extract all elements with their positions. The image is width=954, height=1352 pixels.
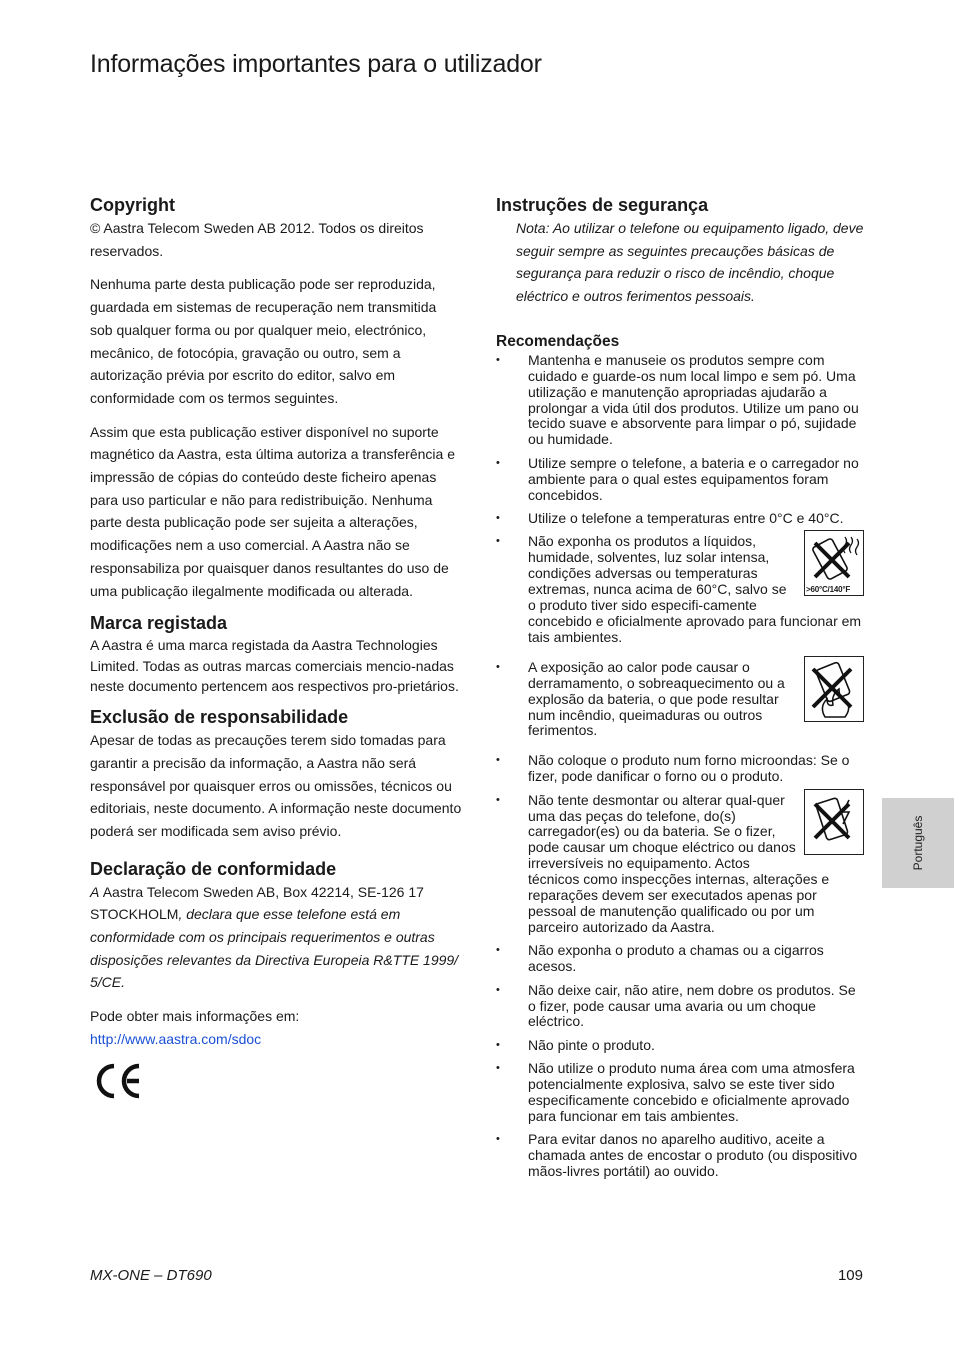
recommendations-list: [496, 353, 864, 1180]
temperature-limit-label: >60°C/140°F: [806, 585, 851, 595]
list-item-text: Não tente desmontar ou alterar qual-quer uma das peças do telefone, do(s) carregador(es) ou da bateria. Se o fizer, pode causar um choque eléctrico ou danos irreversíveis no equipamento. Actos técnicos como inspecções internas, alterações e reparações devem ser executados apenas por pessoal de manutenção qualificado ou por um parceiro autorizado da Aastra.: [528, 791, 830, 935]
list-item: • Não utilize o produto numa área com uma atmosfera potencialmente explosiva, salvo se este tiver sido especificamente concebido e oficialmente aprovado para funcionar em tais ambientes.: [496, 1061, 864, 1125]
conformity-statement: , declara que esse telefone está em conformidade com os principais requerimentos e outras disposições relevantes da Directiva Europeia R&TTE 1999/ 5/CE.: [90, 906, 459, 991]
copyright-paragraph-2: Nenhuma parte desta publicação pode ser reproduzida, guardada em sistemas de recuperação nem transmitida sob qualquer forma ou por qualquer meio, electrónico, mecânico, de fotocópia, gravação ou outro, sem a autorização prévia por escrito do editor, salvo em conformidade com os termos seguintes.: [90, 276, 437, 406]
disclaimer-section: [90, 706, 462, 843]
list-item: • Não deixe cair, não atire, nem dobre os produtos. Se o fizer, pode causar uma avaria ou um choque eléctrico.: [496, 983, 864, 1031]
footer-page-number: 109: [837, 1267, 863, 1284]
left-column: [90, 194, 462, 1104]
trademark-paragraph: A Aastra é uma marca registada da Aastra Technologies Limited. Todas as outras marcas comerciais mencio-nadas neste documento pertencem aos respectivos pro-prietários.: [90, 637, 459, 694]
copyright-heading: Copyright: [90, 195, 175, 215]
safety-note: Nota: Ao utilizar o telefone ou equipamento ligado, deve seguir sempre as seguintes precauções básicas de segurança para reduzir o risco de incêndio, choque eléctrico e outros ferimentos pessoais.: [516, 220, 864, 305]
conformity-declaration: [90, 881, 462, 995]
footer-product: MX-ONE – DT690: [90, 1267, 212, 1284]
recommendations-heading: Recomendações: [496, 332, 620, 350]
list-item: • Para evitar danos no aparelho auditivo, aceite a chamada antes de encostar o produto (ou dispositivo mãos-livres portátil) ao ouvido.: [496, 1132, 864, 1180]
conformity-prefix: A: [90, 883, 103, 900]
list-item-with-icon: [496, 793, 864, 936]
list-item: • Não coloque o produto num forno microondas: Se o fizer, pode danificar o forno ou o produto.: [496, 753, 864, 785]
copyright-section: [90, 194, 462, 602]
list-item: • Utilize sempre o telefone, a bateria e o carregador no ambiente para o qual estes equipamentos foram concebidos.: [496, 456, 864, 504]
list-item-text: Não exponha os produtos a líquidos, humidade, solventes, luz solar intensa, condições adversas ou temperaturas extremas, nunca acima de 60°C, salvo se o produto tiver sido especifi-camente concebido e oficialmente aprovado para funcionar em tais ambientes.: [528, 533, 862, 645]
list-item: • Não exponha o produto a chamas ou a cigarros acesos.: [496, 943, 864, 975]
conformity-heading: Declaração de conformidade: [90, 858, 337, 879]
right-column: [496, 194, 864, 1188]
page-title: Informações importantes para o utilizador: [90, 50, 542, 78]
trademark-section: [90, 612, 462, 696]
conformity-company: Aastra Telecom Sweden AB, Box 42214, SE-126 17 STOCKHOLM: [90, 883, 424, 923]
ce-mark-icon: [94, 1063, 462, 1104]
more-info-text: Pode obter mais informações em:: [90, 1008, 300, 1025]
list-item-with-icon: [496, 660, 864, 740]
disclaimer-heading: Exclusão de responsabilidade: [90, 707, 349, 728]
list-item-text: A exposição ao calor pode causar o derramamento, o sobreaquecimento ou a explosão da bateria, o que pode resultar num incêndio, queimaduras ou outros ferimentos.: [528, 658, 785, 739]
no-extreme-temperature-icon: [804, 530, 864, 596]
list-item-with-icon: [496, 534, 864, 645]
disclaimer-paragraph: Apesar de todas as precauções terem sido tomadas para garantir a precisão da informação, a Aastra não será responsável por quaisquer erros ou omissões, técnicos ou editoriais, neste documento. A informação neste documento poderá ser modificada sem aviso prévio.: [90, 732, 462, 839]
language-side-tab: [882, 798, 954, 888]
sdoc-link[interactable]: http://www.aastra.com/sdoc: [90, 1030, 262, 1047]
trademark-heading: Marca registada: [90, 613, 228, 634]
list-item: • Não pinte o produto.: [496, 1038, 864, 1054]
copyright-paragraph-3: Assim que esta publicação estiver disponível no suporte magnético da Aastra, esta última autoriza a transferência e impressão de cópias do conteúdo deste ficheiro apenas para uso particular e não para redistribuição. Nenhuma parte desta publicação pode ser sujeita a alterações, modificações nem a uso comercial. A Aastra não se responsabiliza por quaisquer danos resultantes do uso de uma publicação ilegalmente modificada ou alterada.: [90, 423, 455, 599]
no-disassembly-icon: [804, 789, 864, 855]
safety-heading: Instruções de segurança: [496, 195, 709, 215]
list-item: • Utilize o telefone a temperaturas entre 0°C e 40°C.: [496, 511, 864, 527]
no-heat-fire-icon: [804, 656, 864, 722]
conformity-section: [90, 858, 462, 1104]
language-tab-label: Português: [911, 815, 925, 871]
copyright-notice: © Aastra Telecom Sweden AB 2012. Todos os direitos reservados.: [90, 220, 424, 259]
list-item: • Mantenha e manuseie os produtos sempre com cuidado e guarde-os num local limpo e sem pó. Uma utilização e manutenção apropriadas ajudarão a prolongar a vida útil dos produtos. Utilize um pano ou tecido suave e absorvente para limpar o pó, sujidade ou humidade.: [496, 353, 864, 448]
